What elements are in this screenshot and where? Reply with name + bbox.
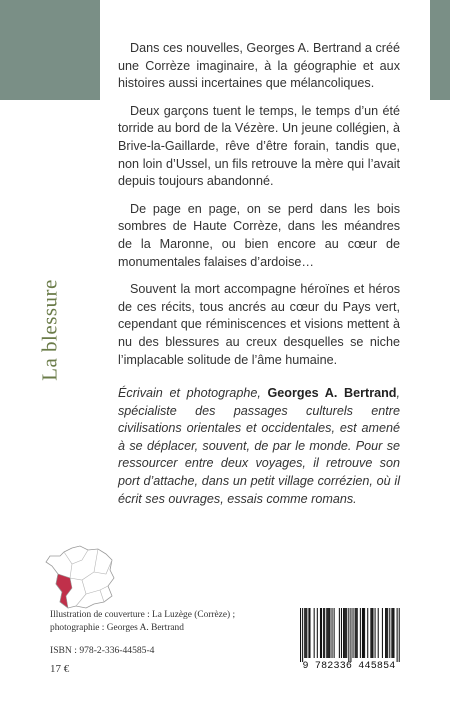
barcode-bar — [385, 608, 386, 658]
barcode-bar — [320, 608, 321, 658]
blurb-paragraph-3: De page en page, on se perd dans les bois sombres de Haute Corrèze, dans les méandres de la Maronne, ou bien encore au cœur de monumentales falaises d’ardoise… — [118, 201, 400, 269]
barcode-bar — [302, 608, 303, 662]
barcode-bar — [387, 608, 388, 658]
barcode-bars — [294, 606, 404, 662]
barcode-bar — [364, 608, 365, 658]
barcode-bar — [350, 608, 351, 662]
barcode-bar — [314, 608, 315, 658]
barcode-bar — [393, 608, 394, 658]
barcode-bar — [323, 608, 324, 658]
barcode-bar — [391, 608, 392, 658]
barcode-digits: 9 782336 445854 — [302, 661, 396, 672]
barcode-bar — [389, 608, 390, 658]
france-outline — [46, 546, 114, 608]
barcode-bar — [371, 608, 372, 658]
blurb-paragraph-1: Dans ces nouvelles, Georges A. Bertrand a créé une Corrèze imaginaire, à la géographie et aux histoires aussi incertaines que mélancoliques. — [118, 41, 400, 91]
author-name: Georges A. Bertrand — [267, 386, 397, 400]
spine-title-text: La blessure — [37, 279, 62, 381]
barcode-bar — [343, 608, 344, 658]
barcode-bar — [357, 608, 358, 658]
barcode-bar — [378, 608, 379, 658]
blurb-paragraph-4: Souvent la mort accompagne héroïnes et héros de ces récits, tous ancrés au cœur du Pays vert, cependant que réminiscences et visions mettent à nu des blessures au creux desquelles se niche l’implacable solitude de l’âme humaine. — [118, 282, 400, 367]
barcode-bar — [375, 608, 376, 658]
barcode-bar — [356, 608, 357, 658]
france-region-map-icon — [42, 544, 120, 612]
barcode-bar — [367, 608, 368, 658]
barcode-bar — [353, 608, 354, 658]
barcode-bar — [308, 608, 309, 658]
barcode-bar — [386, 608, 387, 658]
back-cover-blurb — [118, 40, 400, 379]
barcode-bar — [392, 608, 393, 658]
barcode-bar — [360, 608, 361, 658]
barcode-bar — [345, 608, 346, 658]
barcode-bar — [304, 608, 305, 658]
barcode-bar — [317, 608, 318, 658]
price: 17 € — [50, 663, 70, 675]
barcode-bar — [326, 608, 327, 658]
barcode-bar — [382, 608, 383, 658]
barcode-bar — [370, 608, 371, 658]
blurb-paragraph-2: Deux garçons tuent le temps, le temps d’un été torride au bord de la Vézère. Un jeune collégien, à Brive-la-Gaillarde, rêve d’être forain, tandis que, non loin d’Ussel, un fils retrouve la mère qui l’avait depuis toujours abandonné. — [118, 103, 400, 189]
barcode-bar — [300, 608, 301, 662]
barcode-bar — [328, 608, 329, 658]
barcode-bar — [341, 608, 342, 658]
barcode-bar — [305, 608, 306, 658]
barcode-bar — [334, 608, 335, 658]
barcode-bar — [309, 608, 310, 658]
barcode-bar — [372, 608, 373, 658]
barcode-bar — [329, 608, 330, 658]
cover-color-band-right — [430, 0, 450, 100]
author-bio — [118, 385, 400, 508]
barcode-bar — [339, 608, 340, 658]
barcode-bar — [348, 608, 349, 662]
cover-credits: Illustration de couverture : La Luzège (Corrèze) ; photographie : Georges A. Bertrand — [50, 610, 236, 633]
barcode-bar — [321, 608, 322, 658]
barcode-bar — [344, 608, 345, 658]
barcode-bar — [327, 608, 328, 658]
barcode-bar — [355, 608, 356, 658]
barcode-bar — [324, 608, 325, 658]
isbn: ISBN : 978-2-336-44585-4 — [50, 645, 155, 656]
barcode-bar — [363, 608, 364, 658]
barcode-bar — [397, 608, 398, 662]
bio-rest: , spécialiste des passages culturels entre civilisations orientales et occidentales, est amené à se déplacer, souvent, de par le monde. Pour se ressourcer entre deux voyages, il retrouve son port d’attache, dans un petit village corrézien, où il écrit ses ouvrages, essais comme romans. — [118, 386, 400, 506]
barcode-bar — [332, 608, 333, 658]
cover-color-band — [0, 0, 100, 100]
barcode-bar — [346, 608, 347, 658]
barcode-bar — [306, 608, 307, 658]
bio-intro: Écrivain et photographe, — [118, 386, 268, 400]
barcode-bar — [399, 608, 400, 662]
barcode-bar — [362, 608, 363, 658]
